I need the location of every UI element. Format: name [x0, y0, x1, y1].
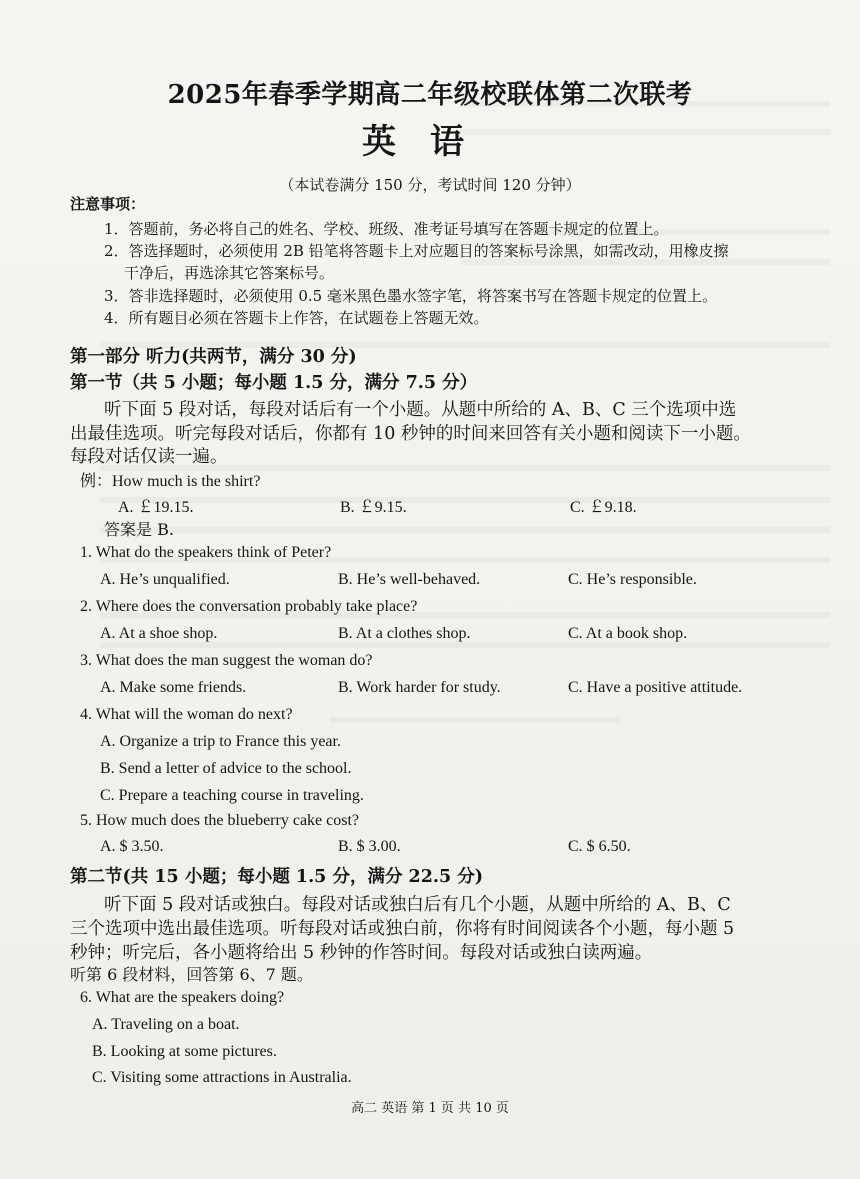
question-stem: 6. What are the speakers doing?: [80, 989, 285, 1006]
question-stem: 2. Where does the conversation probably take place?: [80, 598, 418, 615]
question-stem: 4. What will the woman do next?: [80, 706, 293, 723]
section1-instruction: 听下面 5 段对话，每段对话后有一个小题。从题中所给的 A、B、C 三个选项中选: [104, 400, 737, 420]
question-option: B. $ 3.00.: [338, 838, 401, 855]
question-option: C. Have a positive attitude.: [568, 679, 743, 696]
example-answer: 答案是 B.: [104, 520, 174, 539]
example-option: C. ￡9.18.: [570, 499, 637, 516]
section1-instruction: 出最佳选项。听完每段对话后，你都有 10 秒钟的时间来回答有关小题和阅读下一小题。: [70, 424, 751, 444]
part1-heading: 第一部分 听力(共两节，满分 30 分): [70, 347, 357, 367]
exam-title: 2025年春季学期高二年级校联体第二次联考: [167, 80, 693, 110]
notice-item: 3．答非选择题时，必须使用 0.5 毫米黑色墨水签字笔，将答案书写在答题卡规定的位置上。: [104, 287, 717, 305]
notice-item: 1．答题前，务必将自己的姓名、学校、班级、准考证号填写在答题卡规定的位置上。: [104, 220, 669, 238]
question-option: C. $ 6.50.: [568, 838, 631, 855]
question-stem: 3. What does the man suggest the woman do?: [80, 652, 373, 669]
question-option: A. Organize a trip to France this year.: [100, 733, 341, 750]
notice-item: 4．所有题目必须在答题卡上作答，在试题卷上答题无效。: [104, 309, 489, 327]
section2-instruction: 三个选项中选出最佳选项。听每段对话或独白前，你将有时间阅读各个小题，每小题 5: [70, 919, 735, 939]
example-option: A. ￡19.15.: [118, 499, 194, 516]
question-option: C. Visiting some attractions in Australia.: [92, 1069, 352, 1086]
section2-heading: 第二节(共 15 小题；每小题 1.5 分，满分 22.5 分): [70, 867, 484, 887]
question-option: B. Work harder for study.: [338, 679, 501, 696]
example-prompt: 例：How much is the shirt?: [80, 473, 261, 490]
score-note: （本试卷满分 150 分，考试时间 120 分钟）: [279, 176, 581, 194]
question-option: A. $ 3.50.: [100, 838, 164, 855]
question-option: B. He’s well-behaved.: [338, 571, 481, 588]
example-option: B. ￡9.15.: [340, 499, 407, 516]
question-option: C. He’s responsible.: [568, 571, 697, 588]
question-option: B. Send a letter of advice to the school.: [100, 760, 352, 777]
page-footer: 高二 英语 第 1 页 共 10 页: [351, 1101, 509, 1116]
question-option: A. Traveling on a boat.: [92, 1016, 240, 1033]
notice-item: 2．答选择题时，必须使用 2B 铅笔将答题卡上对应题目的答案标号涂黑，如需改动，用橡皮擦: [104, 242, 729, 260]
notice-heading: 注意事项：: [70, 195, 146, 213]
section2-instruction: 听下面 5 段对话或独白。每段对话或独白后有几个小题，从题中所给的 A、B、C: [104, 895, 731, 915]
question-option: B. At a clothes shop.: [338, 625, 471, 642]
question-stem: 5. How much does the blueberry cake cost?: [80, 812, 360, 829]
section2-instruction: 秒钟；听完后，各小题将给出 5 秒钟的作答时间。每段对话或独白读两遍。: [70, 943, 653, 963]
section1-instruction: 每段对话仅读一遍。: [70, 447, 228, 467]
question-option: A. He’s unqualified.: [100, 571, 230, 588]
question-option: A. At a shoe shop.: [100, 625, 218, 642]
material-note: 听第 6 段材料，回答第 6、7 题。: [70, 965, 313, 984]
question-option: C. At a book shop.: [568, 625, 688, 642]
question-option: B. Looking at some pictures.: [92, 1043, 277, 1060]
question-option: C. Prepare a teaching course in traveling.: [100, 787, 364, 804]
question-stem: 1. What do the speakers think of Peter?: [80, 544, 332, 561]
subject-title: 英语: [362, 122, 498, 162]
section1-heading: 第一节（共 5 小题；每小题 1.5 分，满分 7.5 分）: [70, 373, 478, 393]
notice-item: 干净后，再选涂其它答案标号。: [124, 264, 335, 282]
question-option: A. Make some friends.: [100, 679, 247, 696]
